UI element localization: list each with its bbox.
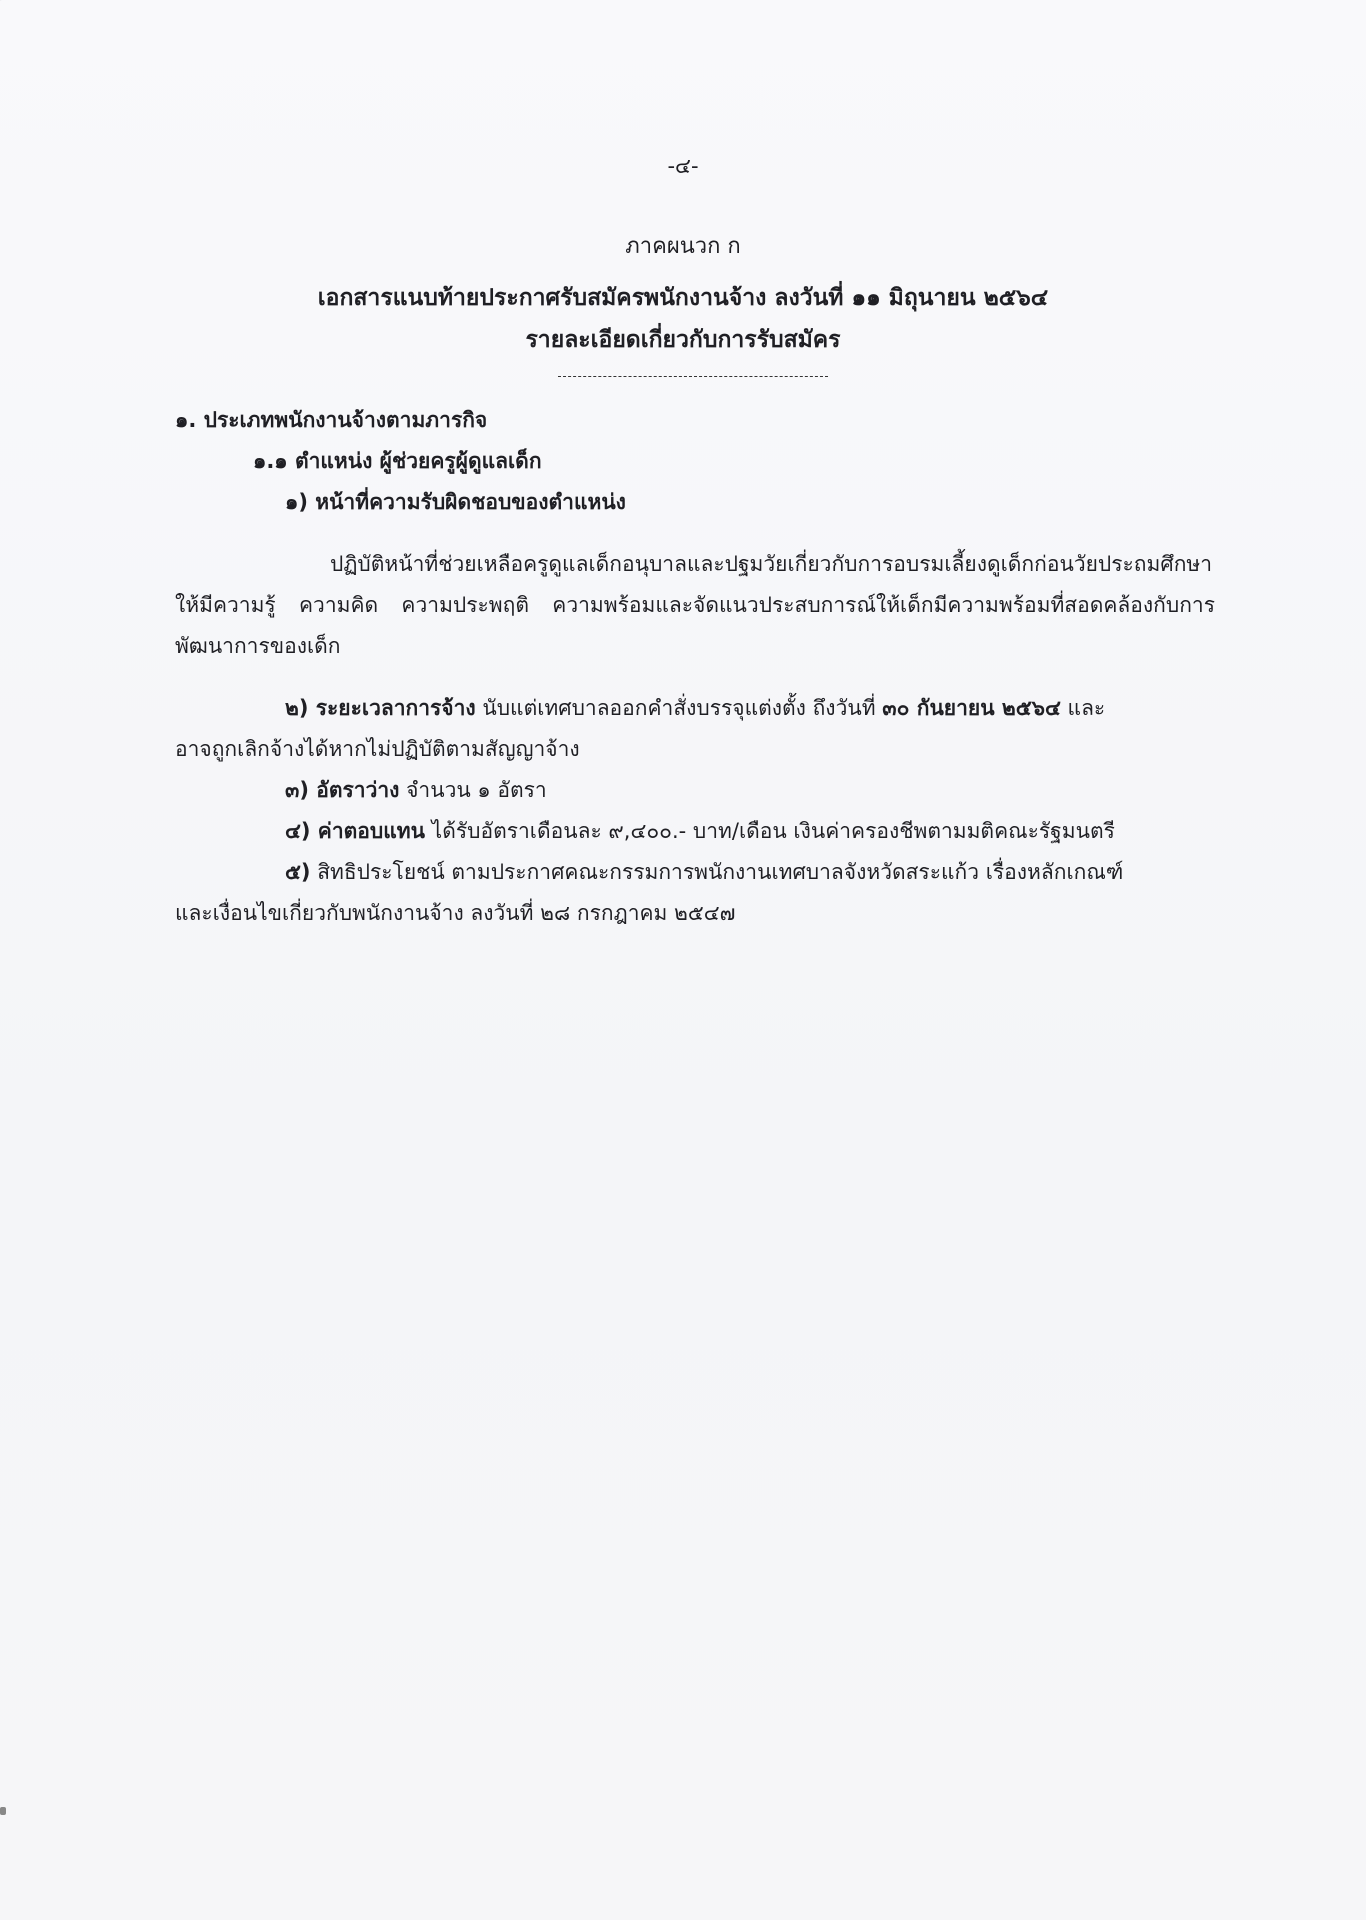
item-2-line (175, 688, 1215, 729)
item-4-text: ได้รับอัตราเดือนละ ๙,๔๐๐.- บาท/เดือน เงินค่าครองชีพตามมติคณะรัฐมนตรี (431, 819, 1115, 843)
item-4-line (175, 811, 1215, 852)
page-number: -๔- (667, 154, 699, 178)
item-5-line (175, 852, 1215, 893)
item-2-text-b: และ (1067, 696, 1106, 720)
section-heading: ๑. ประเภทพนักงานจ้างตามภารกิจ (175, 408, 488, 432)
item-5-title: ๕) (285, 860, 311, 884)
paper-crease (0, 0, 115, 56)
item-2-title: ๒) ระยะเวลาการจ้าง (285, 696, 476, 720)
item-2-text-c: อาจถูกเลิกจ้างได้หากไม่ปฏิบัติตามสัญญาจ้าง (175, 737, 580, 761)
item-2-date: ๓๐ กันยายน ๒๕๖๔ (882, 696, 1061, 720)
item-3-line (175, 770, 1215, 811)
item-4-title: ๔) ค่าตอบแทน (285, 819, 425, 843)
document-subtitle: รายละเอียดเกี่ยวกับการรับสมัคร (525, 327, 841, 353)
item-1-title: ๑) หน้าที่ความรับผิดชอบของตำแหน่ง (285, 490, 626, 514)
item-3-title: ๓) อัตราว่าง (285, 778, 400, 802)
item-1-text: ปฏิบัติหน้าที่ช่วยเหลือครูดูแลเด็กอนุบาลและปฐมวัยเกี่ยวกับการอบรมเลี้ยงดูเด็กก่อนวัยประถมศึกษาให้มีความรู้ ความคิด ความประพฤติ ความพร้อมและจัดแนวประสบการณ์ให้เด็กมีความพร้อมที่สอดคล้องกับการพัฒนาการของเด็ก (175, 552, 1215, 658)
document-body (175, 400, 1215, 934)
item-5-text-b: และเงื่อนไขเกี่ยวกับพนักงานจ้าง ลงวันที่ ๒๘ กรกฎาคม ๒๕๔๗ (175, 901, 736, 925)
title-divider (558, 376, 828, 377)
item-2-text-a: นับแต่เทศบาลออกคำสั่งบรรจุแต่งตั้ง ถึงวันที่ (482, 696, 876, 720)
position-heading: ๑.๑ ตำแหน่ง ผู้ช่วยครูผู้ดูแลเด็ก (253, 449, 542, 473)
scan-speck (0, 1807, 6, 1815)
document-title: เอกสารแนบท้ายประกาศรับสมัครพนักงานจ้าง ลงวันที่ ๑๑ มิถุนายน ๒๕๖๔ (317, 285, 1049, 311)
appendix-title: ภาคผนวก ก (625, 234, 741, 259)
item-5-text-a: สิทธิประโยชน์ ตามประกาศคณะกรรมการพนักงานเทศบาลจังหวัดสระแก้ว เรื่องหลักเกณฑ์ (317, 860, 1124, 884)
item-3-text: จำนวน ๑ อัตรา (406, 778, 547, 802)
